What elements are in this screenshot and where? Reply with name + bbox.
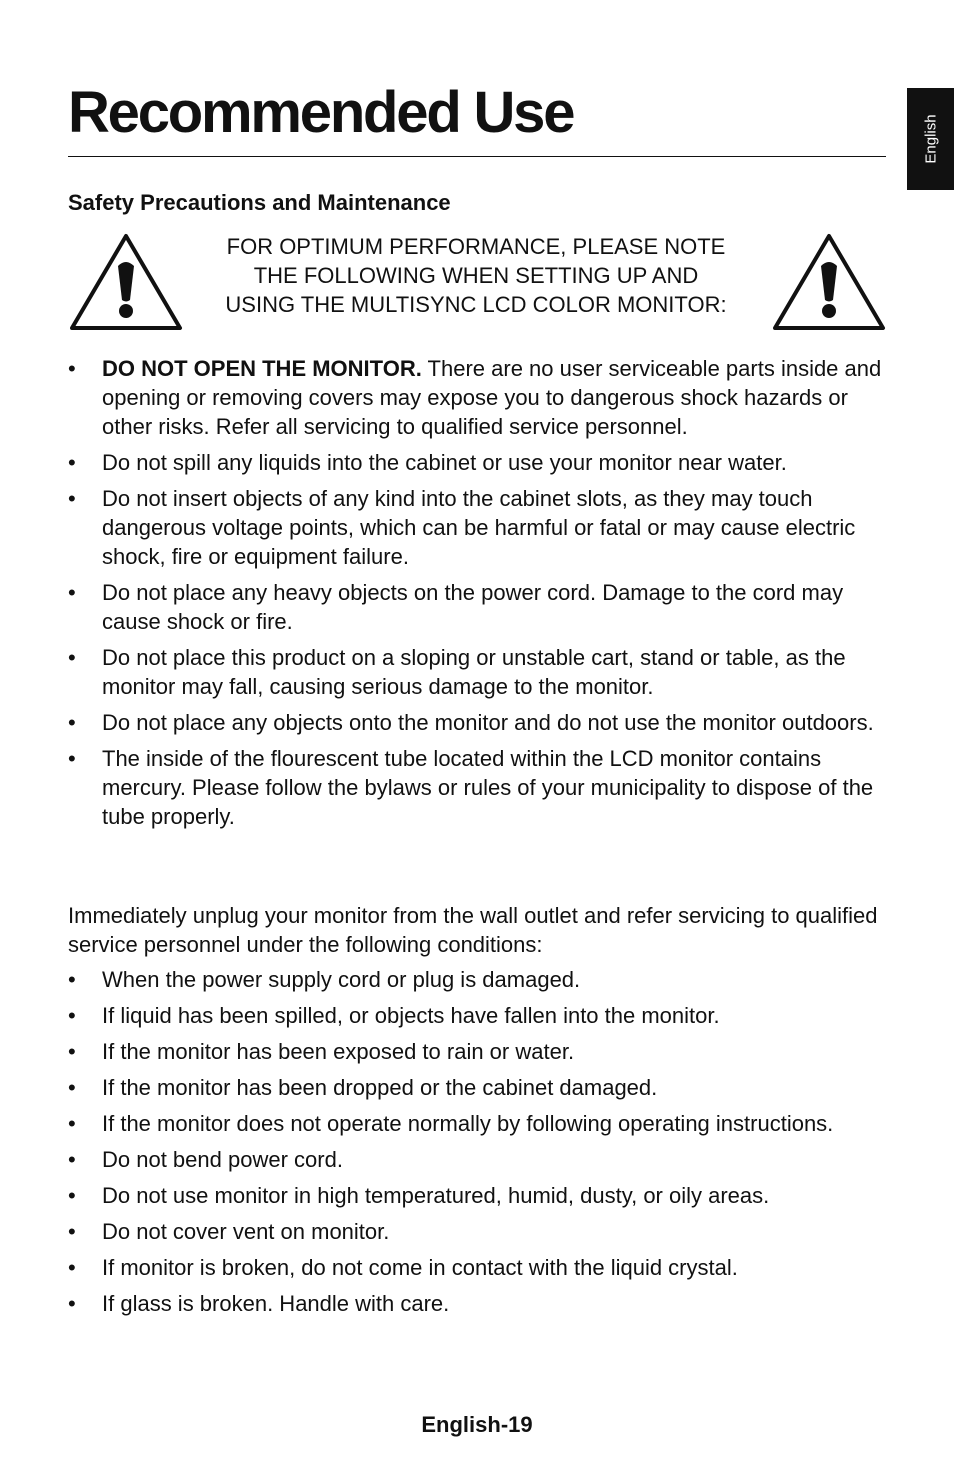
list-item-text: Do not place any objects onto the monitor and do not use the monitor outdoors. bbox=[102, 710, 874, 735]
notice-line: THE FOLLOWING WHEN SETTING UP AND bbox=[253, 263, 699, 288]
precautions-list bbox=[68, 354, 893, 838]
title-divider bbox=[68, 156, 886, 157]
notice-block bbox=[190, 232, 762, 319]
unplug-intro: Immediately unplug your monitor from the wall outlet and refer servicing to qualified service personnel under the following conditions: bbox=[68, 903, 878, 957]
list-item bbox=[68, 744, 893, 831]
list-item bbox=[68, 578, 893, 636]
page-title: Recommended Use bbox=[68, 80, 574, 145]
language-tab bbox=[907, 88, 954, 190]
language-tab-label: English bbox=[922, 114, 939, 164]
conditions-list bbox=[68, 965, 893, 1325]
list-item: • If liquid has been spilled, or objects have fallen into the monitor. bbox=[68, 1001, 893, 1030]
list-item bbox=[68, 708, 893, 737]
list-item-text: Do not insert objects of any kind into the cabinet slots, as they may touch dangerous voltage points, which can be harmful or fatal or may cause electric shock, fire or equipment failure. bbox=[102, 486, 856, 569]
list-item: • If the monitor does not operate normally by following operating instructions. bbox=[68, 1109, 893, 1138]
warning-triangle-icon bbox=[68, 230, 184, 332]
list-item bbox=[68, 484, 893, 571]
list-item bbox=[68, 354, 893, 441]
list-item-text: Do not place any heavy objects on the power cord. Damage to the cord may cause shock or fire. bbox=[102, 580, 844, 634]
list-item-emphasis: DO NOT OPEN THE MONITOR. bbox=[102, 356, 422, 381]
list-item: • If the monitor has been exposed to rain or water. bbox=[68, 1037, 893, 1066]
section-heading: Safety Precautions and Maintenance bbox=[68, 190, 451, 215]
list-item: • If glass is broken. Handle with care. bbox=[68, 1289, 893, 1318]
list-item: • If the monitor has been dropped or the cabinet damaged. bbox=[68, 1073, 893, 1102]
notice-line: USING THE MULTISYNC LCD COLOR MONITOR: bbox=[225, 292, 727, 317]
list-item: • Do not cover vent on monitor. bbox=[68, 1217, 893, 1246]
list-item-text: Do not spill any liquids into the cabinet or use your monitor near water. bbox=[102, 450, 787, 475]
page-number: English-19 bbox=[421, 1412, 533, 1437]
list-item: • If monitor is broken, do not come in contact with the liquid crystal. bbox=[68, 1253, 893, 1282]
list-item: • Do not use monitor in high temperatured, humid, dusty, or oily areas. bbox=[68, 1181, 893, 1210]
warning-triangle-icon bbox=[771, 230, 887, 332]
list-item: • Do not bend power cord. bbox=[68, 1145, 893, 1174]
notice-line: FOR OPTIMUM PERFORMANCE, PLEASE NOTE bbox=[226, 234, 726, 259]
list-item-text: The inside of the flourescent tube located within the LCD monitor contains mercury. Please follow the bylaws or rules of your municipality to dispose of the tube properly. bbox=[102, 746, 874, 829]
list-item-text: Do not place this product on a sloping or unstable cart, stand or table, as the monitor may fall, causing serious damage to the monitor. bbox=[102, 645, 846, 699]
list-item bbox=[68, 643, 893, 701]
list-item-text: There are no user serviceable parts inside and opening or removing covers may expose you to dangerous shock hazards or other risks. Refer all servicing to qualified service personnel. bbox=[102, 356, 882, 439]
list-item bbox=[68, 448, 893, 477]
list-item: • When the power supply cord or plug is damaged. bbox=[68, 965, 893, 994]
